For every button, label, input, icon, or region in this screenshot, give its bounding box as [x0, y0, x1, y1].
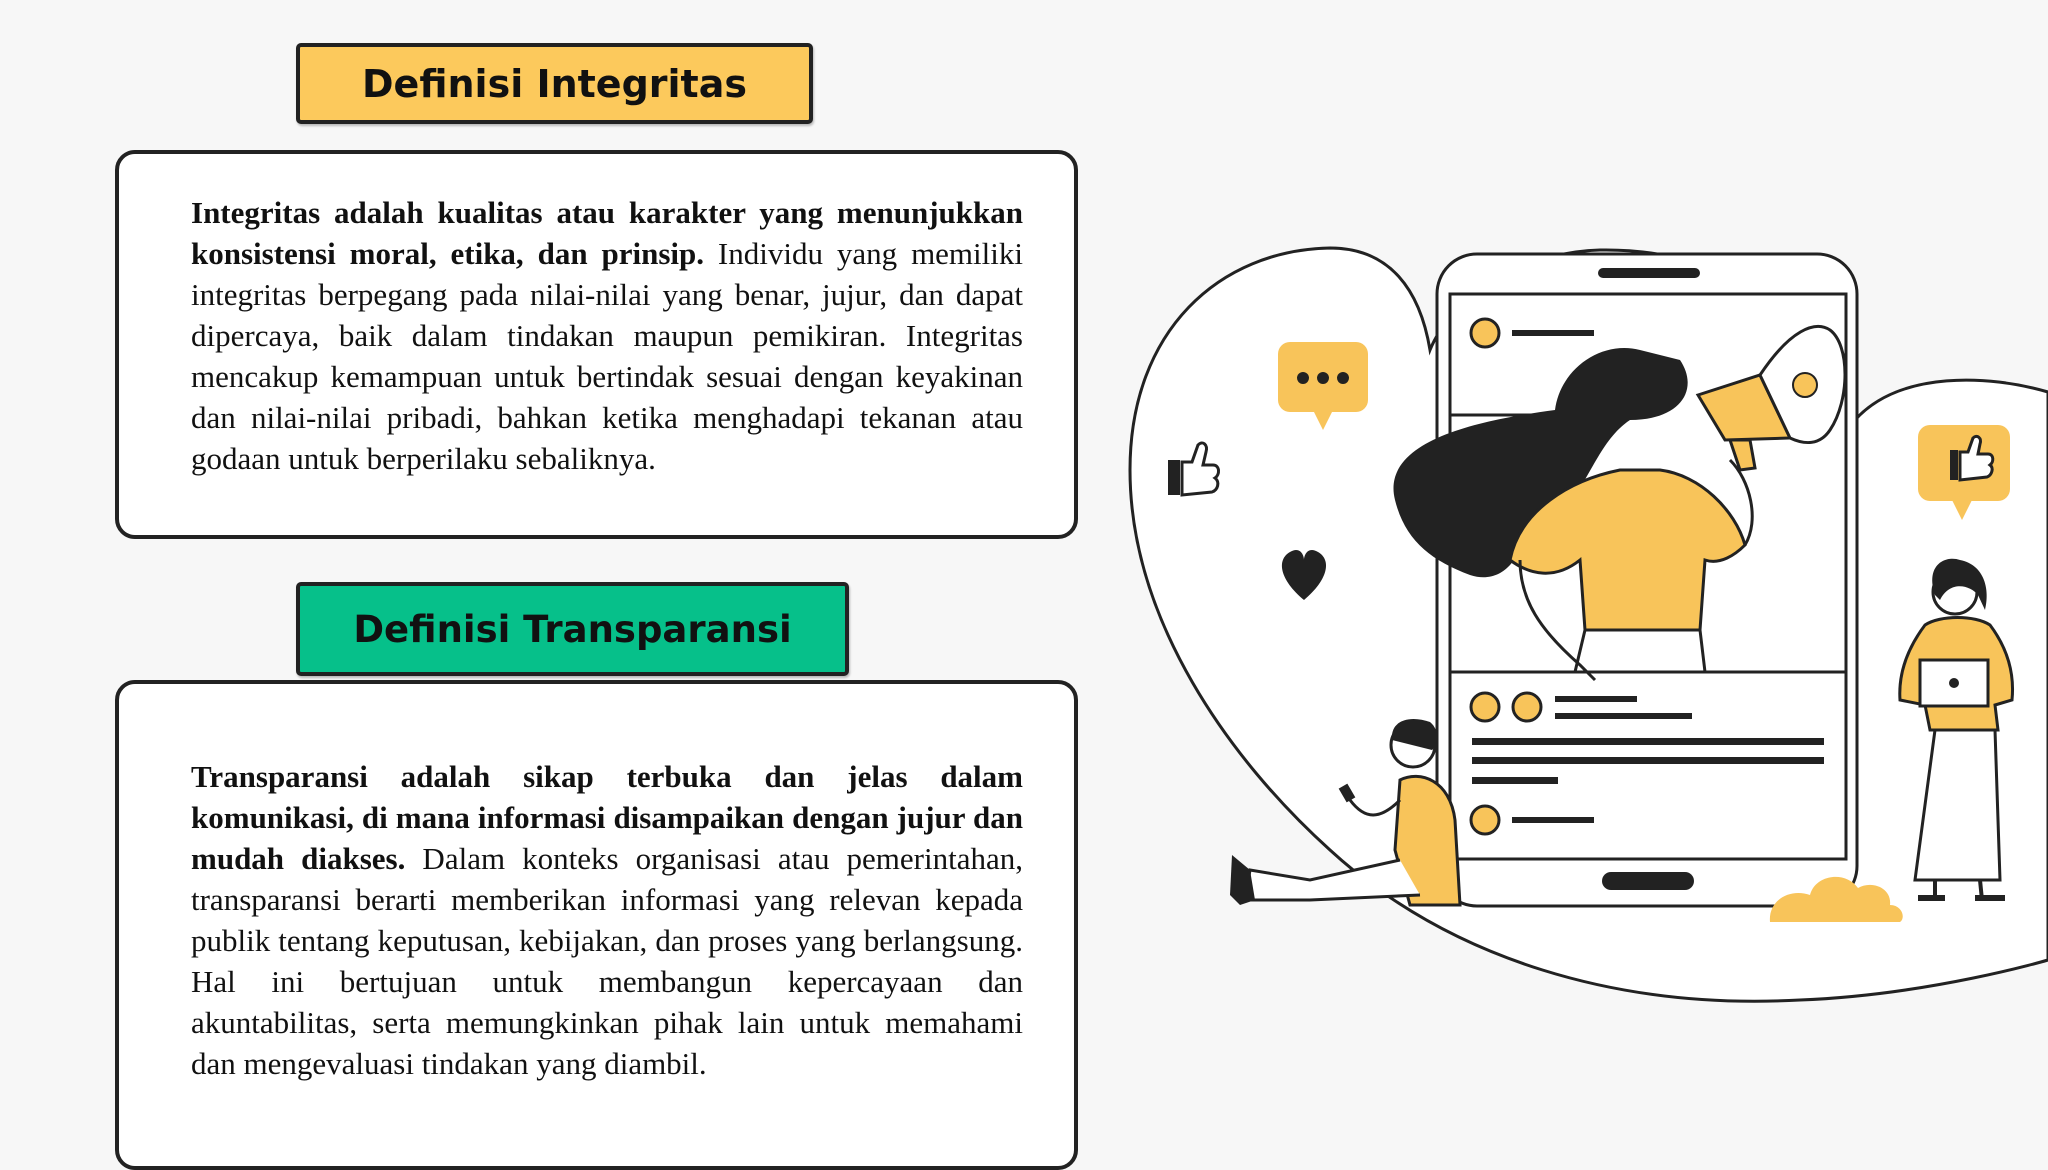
transparansi-bold-text: Transparansi adalah sikap terbuka dan jelas dalam komunikasi, di mana informasi disampaikan dengan jujur dan mudah diakses.: [191, 759, 1023, 876]
laptop-icon: [1920, 660, 1988, 706]
transparansi-content-box: [115, 680, 1078, 1170]
title-definisi-integritas: Definisi Integritas: [296, 43, 813, 124]
integritas-body-text: Individu yang memiliki integritas berpegang pada nilai-nilai yang benar, jujur, dan dapat dipercaya, baik dalam tindakan maupun pemikiran. Integritas mencakup kemampuan untuk bertindak sesuai dengan keyakinan dan nilai-nilai pribadi, bahkan ketika menghadapi tekanan atau godaan untuk berperilaku sebaliknya.: [191, 236, 1023, 476]
transparansi-body-text: Dalam konteks organisasi atau pemerintahan, transparansi berarti memberikan informasi yang relevan kepada publik tentang keputusan, kebijakan, dan proses yang berlangsung. Hal ini bertujuan untuk membangun kepercayaan dan akuntabilitas, serta memungkinkan pihak lain untuk memahami dan mengevaluasi tindakan yang diambil.: [191, 841, 1023, 1081]
integritas-content-box: [115, 150, 1078, 539]
title-definisi-transparansi: Definisi Transparansi: [296, 582, 849, 676]
integritas-bold-text: Integritas adalah kualitas atau karakter yang menunjukkan konsistensi moral, etika, dan prinsip.: [191, 195, 1023, 271]
social-media-illustration: [1090, 210, 2048, 1040]
integritas-paragraph: [191, 192, 1023, 479]
transparansi-paragraph: [191, 756, 1023, 1084]
